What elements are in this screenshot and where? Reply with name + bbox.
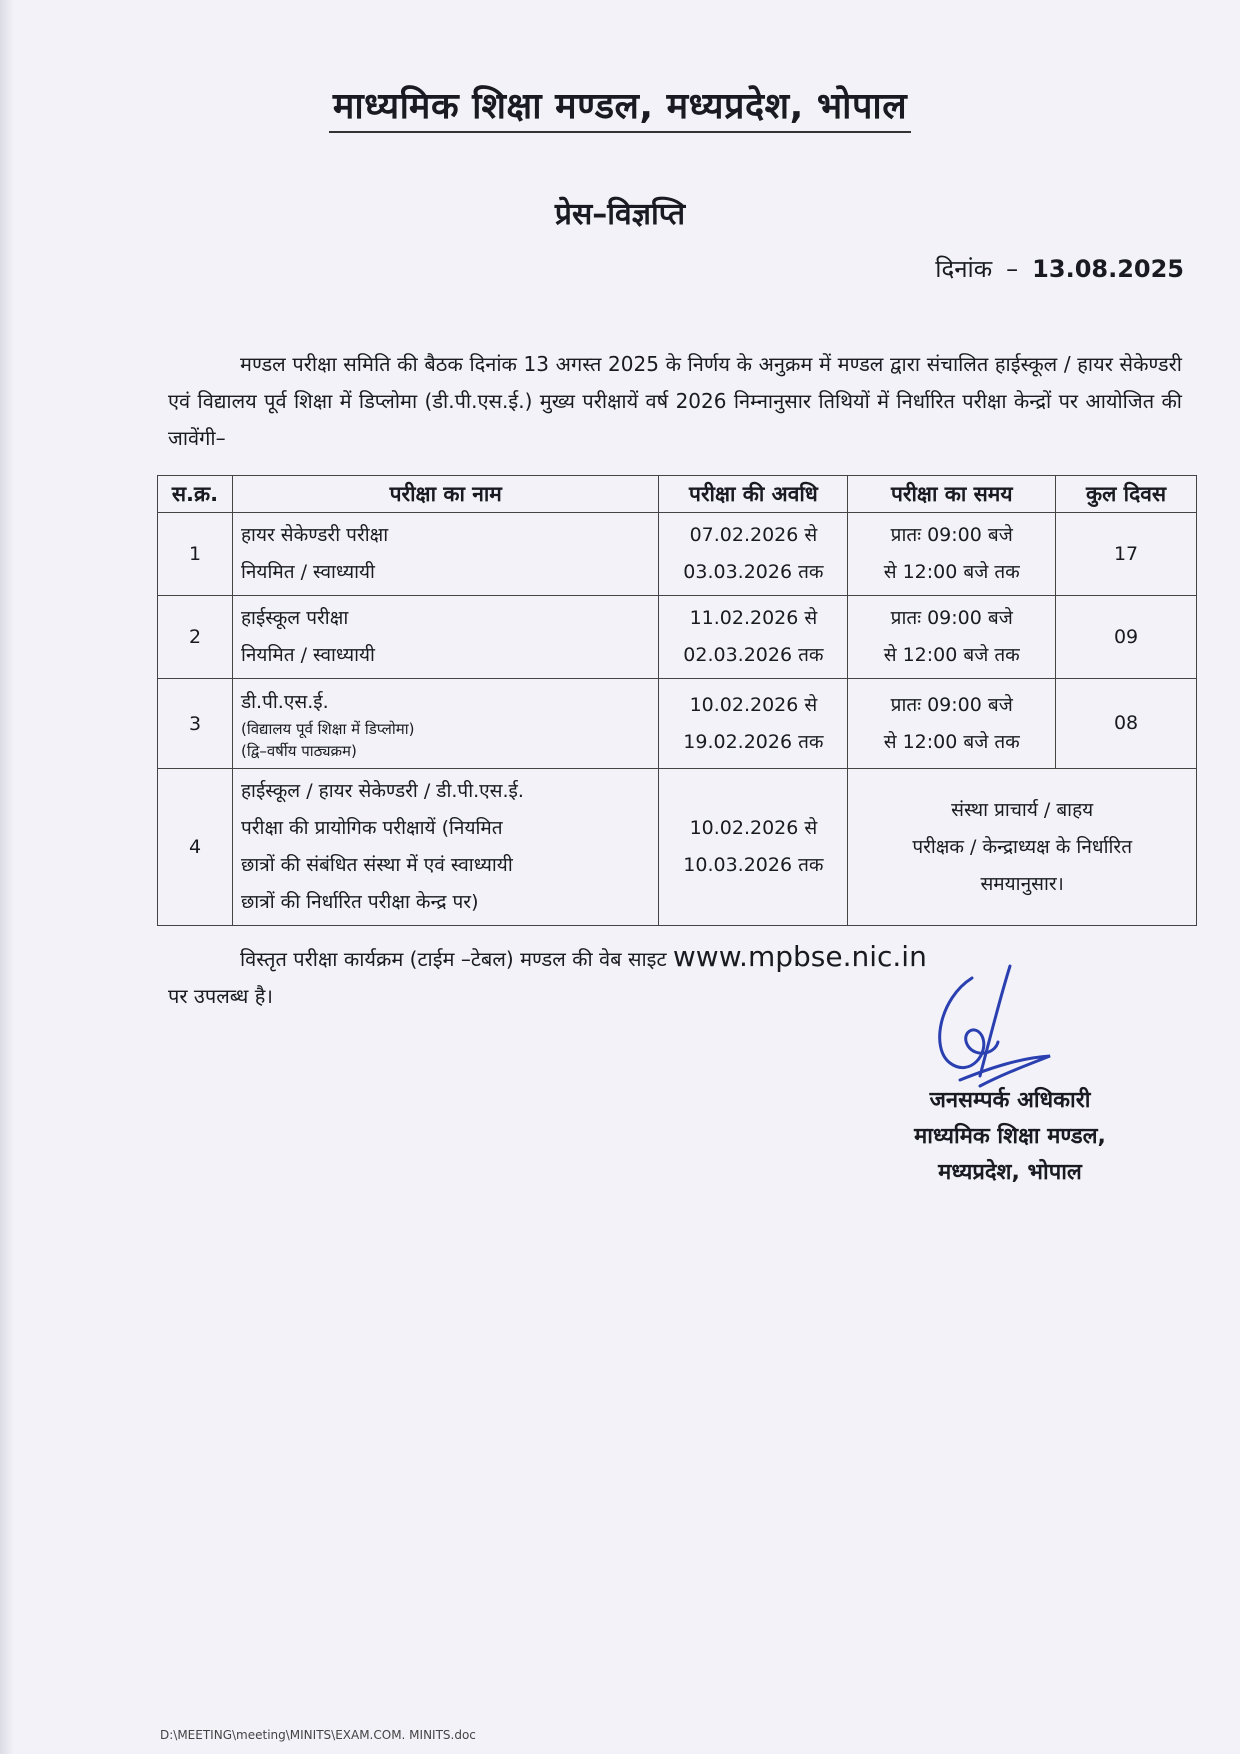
exam-name-line: नियमित / स्वाध्यायी bbox=[240, 644, 375, 666]
row-time-merged bbox=[848, 769, 1197, 926]
officer-place: मध्यप्रदेश, भोपाल bbox=[938, 1160, 1082, 1185]
period-from: 07.02.2026 से bbox=[689, 524, 818, 546]
period-from: 11.02.2026 से bbox=[689, 607, 818, 629]
header-time: परीक्षा का समय bbox=[848, 476, 1056, 513]
period-to: 10.03.2026 तक bbox=[683, 854, 824, 876]
footer-note-text: विस्तृत परीक्षा कार्यक्रम (टाईम –टेबल) मण्डल की वेब साइट bbox=[240, 947, 667, 971]
exam-name-note: (द्वि–वर्षीय पाठ्यक्रम) bbox=[240, 741, 357, 760]
board-title: माध्यमिक शिक्षा मण्डल, मध्यप्रदेश, भोपाल bbox=[329, 86, 911, 133]
period-to: 19.02.2026 तक bbox=[683, 730, 824, 753]
table-row bbox=[158, 679, 1197, 769]
row-exam-name bbox=[232, 596, 658, 679]
row-period bbox=[659, 596, 848, 679]
row-time bbox=[848, 596, 1056, 679]
row-time bbox=[848, 513, 1056, 596]
scan-edge bbox=[0, 0, 14, 1754]
exam-name-line: छात्रों की संबंधित संस्था में एवं स्वाध्यायी bbox=[240, 854, 513, 876]
header-serial: स.क्र. bbox=[158, 476, 233, 513]
time-line: से 12:00 बजे तक bbox=[883, 561, 1020, 583]
date-dash: – bbox=[1006, 255, 1019, 283]
header-total-days: कुल दिवस bbox=[1056, 476, 1197, 513]
row-exam-name bbox=[232, 769, 658, 926]
footer-note-after: पर उपलब्ध है। bbox=[168, 984, 273, 1008]
exam-name-line: डी.पी.एस.ई. bbox=[240, 690, 329, 713]
row-exam-name bbox=[232, 513, 658, 596]
row-period bbox=[659, 513, 848, 596]
time-line: प्रातः 09:00 बजे bbox=[890, 607, 1013, 629]
time-line: प्रातः 09:00 बजे bbox=[890, 524, 1013, 546]
row-days: 08 bbox=[1056, 679, 1197, 769]
signature-block bbox=[840, 1083, 1180, 1191]
time-line: संस्था प्राचार्य / बाहय bbox=[951, 798, 1094, 821]
officer-designation: जनसम्पर्क अधिकारी bbox=[929, 1088, 1091, 1113]
document-header bbox=[0, 80, 1240, 129]
row-serial: 2 bbox=[158, 596, 233, 679]
intro-text: मण्डल परीक्षा समिति की बैठक दिनांक 13 अगस्त 2025 के निर्णय के अनुक्रम में मण्डल द्वारा संचालित हाईस्कूल / हायर सेकेण्डरी एवं विद्यालय पूर्व शिक्षा में डिप्लोमा (डी.पी.एस.ई.) मुख्य परीक्षायें वर्ष 2026 निम्नानुसार तिथियों में निर्धारित परीक्षा केन्द्रों पर आयोजित की जावेंगी– bbox=[168, 352, 1182, 450]
time-line: से 12:00 बजे तक bbox=[883, 730, 1020, 753]
exam-name-note: (विद्यालय पूर्व शिक्षा में डिप्लोमा) bbox=[240, 719, 415, 738]
time-line: परीक्षक / केन्द्राध्यक्ष के निर्धारित bbox=[912, 835, 1133, 858]
table-header-row bbox=[158, 476, 1197, 513]
date-value: 13.08.2025 bbox=[1032, 255, 1184, 283]
table-row bbox=[158, 513, 1197, 596]
row-serial: 1 bbox=[158, 513, 233, 596]
row-serial: 4 bbox=[158, 769, 233, 926]
period-to: 02.03.2026 तक bbox=[683, 644, 824, 666]
date-label: दिनांक bbox=[935, 255, 993, 283]
intro-paragraph bbox=[168, 346, 1182, 457]
period-from: 10.02.2026 से bbox=[689, 817, 818, 839]
exam-name-line: हायर सेकेण्डरी परीक्षा bbox=[240, 524, 389, 546]
exam-name-line: नियमित / स्वाध्यायी bbox=[240, 561, 375, 583]
press-release-title: प्रेस–विज्ञप्ति bbox=[554, 197, 686, 232]
row-period bbox=[659, 769, 848, 926]
website-url: www.mpbse.nic.in bbox=[672, 940, 927, 973]
table-row bbox=[158, 596, 1197, 679]
exam-name-line: हाईस्कूल परीक्षा bbox=[240, 607, 349, 629]
time-line: समयानुसार। bbox=[980, 872, 1064, 895]
table-row bbox=[158, 769, 1197, 926]
row-exam-name bbox=[232, 679, 658, 769]
time-line: प्रातः 09:00 बजे bbox=[890, 693, 1013, 716]
exam-name-line: हाईस्कूल / हायर सेकेण्डरी / डी.पी.एस.ई. bbox=[240, 780, 524, 802]
period-to: 03.03.2026 तक bbox=[683, 561, 824, 583]
row-serial: 3 bbox=[158, 679, 233, 769]
officer-organization: माध्यमिक शिक्षा मण्डल, bbox=[914, 1124, 1106, 1149]
header-period: परीक्षा की अवधि bbox=[659, 476, 848, 513]
row-time bbox=[848, 679, 1056, 769]
exam-name-line: परीक्षा की प्रायोगिक परीक्षायें (नियमित bbox=[240, 817, 503, 839]
exam-name-line: छात्रों की निर्धारित परीक्षा केन्द्र पर) bbox=[240, 891, 479, 913]
file-path: D:\MEETING\meeting\MINITS\EXAM.COM. MINITS.doc bbox=[160, 1728, 476, 1742]
row-days: 17 bbox=[1056, 513, 1197, 596]
header-exam-name: परीक्षा का नाम bbox=[232, 476, 658, 513]
row-days: 09 bbox=[1056, 596, 1197, 679]
date-line bbox=[935, 252, 1184, 285]
time-line: से 12:00 बजे तक bbox=[883, 644, 1020, 666]
exam-schedule-table bbox=[157, 475, 1197, 926]
period-from: 10.02.2026 से bbox=[689, 693, 818, 716]
row-period bbox=[659, 679, 848, 769]
